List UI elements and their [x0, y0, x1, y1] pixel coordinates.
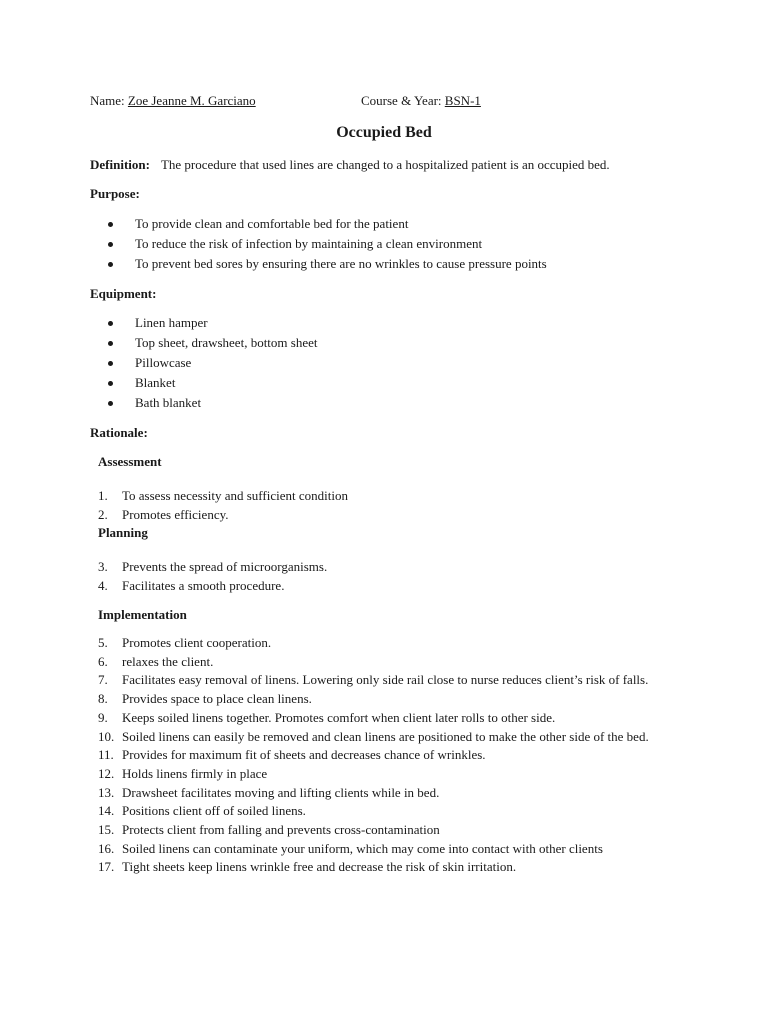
name-field — [90, 93, 256, 109]
list-item: Bath blanket — [90, 393, 318, 413]
implementation-list — [98, 634, 660, 877]
list-item: 4. Facilitates a smooth procedure. — [98, 577, 285, 593]
definition-label: Definition: — [90, 157, 150, 172]
bullet-icon — [108, 242, 113, 247]
purpose-list — [90, 214, 547, 274]
list-item: 1. To assess necessity and sufficient condition — [98, 488, 348, 503]
list-item: 9. Keeps soiled linens together. Promotes comfort when client later rolls to other side. — [98, 709, 556, 725]
equipment-heading: Equipment: — [90, 286, 157, 301]
bullet-icon — [108, 401, 113, 406]
definition — [90, 157, 610, 173]
equipment-list — [90, 313, 318, 413]
rationale-heading: Rationale: — [90, 425, 148, 440]
purpose-heading: Purpose: — [90, 186, 140, 201]
list-item: To reduce the risk of infection by maintaining a clean environment — [90, 234, 547, 254]
definition-text: The procedure that used lines are changed to a hospitalized patient is an occupied bed. — [160, 157, 610, 172]
course-value: BSN-1 — [444, 93, 481, 108]
list-item: To prevent bed sores by ensuring there are no wrinkles to cause pressure points — [90, 254, 547, 274]
list-item: Blanket — [90, 373, 318, 393]
bullet-icon — [108, 321, 113, 326]
list-item: 15. Protects client from falling and prevents cross-contamination — [98, 822, 440, 838]
list-item: 12. Holds linens firmly in place — [98, 765, 268, 781]
list-item: 3. Prevents the spread of microorganisms. — [98, 559, 328, 574]
course-field — [361, 93, 481, 109]
list-item: 2. Promotes efficiency. — [98, 506, 229, 522]
name-label: Name: — [90, 93, 125, 108]
list-item: 17. Tight sheets keep linens wrinkle free and decrease the risk of skin irritation. — [98, 859, 517, 875]
bullet-icon — [108, 381, 113, 386]
planning-list — [98, 558, 660, 595]
list-item: 5. Promotes client cooperation. — [98, 635, 272, 650]
list-item: 6. relaxes the client. — [98, 653, 214, 669]
list-item: 11. Provides for maximum fit of sheets and decreases chance of wrinkles. — [98, 747, 486, 763]
list-item: 16. Soiled linens can contaminate your uniform, which may come into contact with other clients — [98, 840, 603, 856]
list-item: 14. Positions client off of soiled linens. — [98, 803, 306, 819]
list-item: 8. Provides space to place clean linens. — [98, 691, 312, 707]
list-item: 7. Facilitates easy removal of linens. Lowering only side rail close to nurse reduces client’s risk of falls. — [98, 672, 649, 688]
page-title: Occupied Bed — [336, 124, 432, 141]
list-item: Linen hamper — [90, 313, 318, 333]
planning-heading: Planning — [98, 525, 148, 540]
implementation-heading: Implementation — [98, 607, 187, 622]
bullet-icon — [108, 341, 113, 346]
list-item: 10. Soiled linens can easily be removed and clean linens are positioned to make the other side of the bed. — [98, 728, 649, 744]
bullet-icon — [108, 222, 113, 227]
list-item: Top sheet, drawsheet, bottom sheet — [90, 333, 318, 353]
list-item: Pillowcase — [90, 353, 318, 373]
assessment-heading: Assessment — [98, 454, 162, 469]
assessment-list — [98, 487, 660, 524]
bullet-icon — [108, 262, 113, 267]
bullet-icon — [108, 361, 113, 366]
list-item: 13. Drawsheet facilitates moving and lifting clients while in bed. — [98, 784, 440, 800]
list-item: To provide clean and comfortable bed for the patient — [90, 214, 547, 234]
name-value: Zoe Jeanne M. Garciano — [127, 93, 256, 108]
course-label: Course & Year: — [361, 93, 442, 108]
